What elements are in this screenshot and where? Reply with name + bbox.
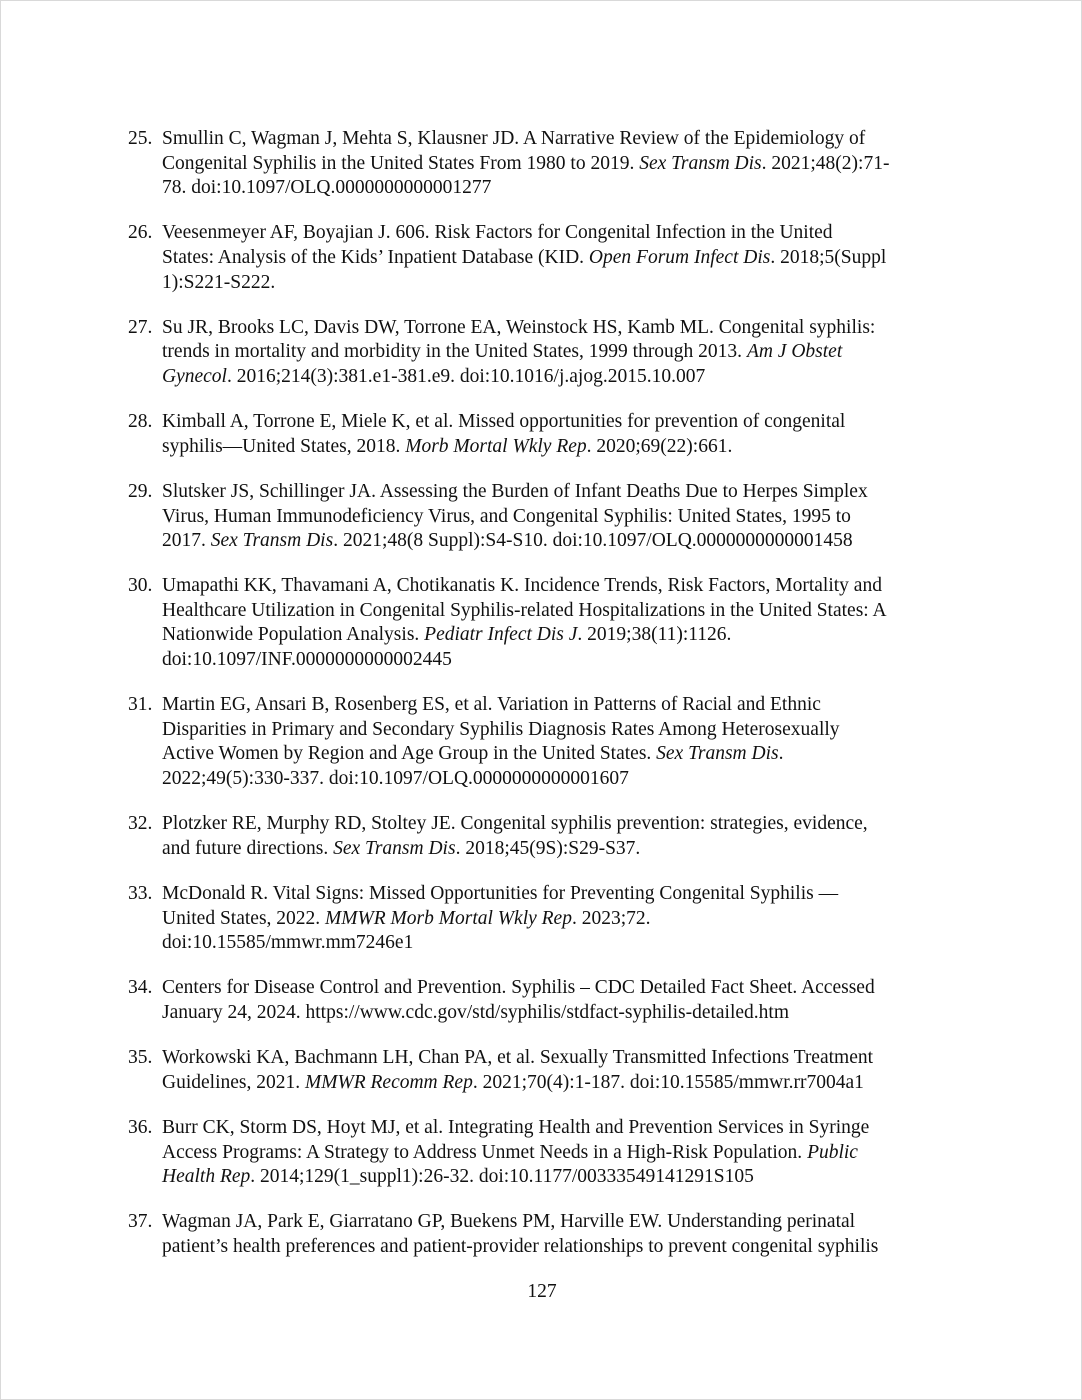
reference-text: Veesenmeyer AF, Boyajian J. 606. Risk Factors for Congenital Infection in the United — [162, 222, 833, 244]
reference-item — [121, 1210, 963, 1259]
reference-number: 31. — [128, 694, 153, 716]
reference-item — [121, 1046, 963, 1095]
reference-line — [162, 246, 963, 271]
reference-line — [162, 365, 963, 390]
journal-title: Gynecol — [162, 365, 227, 387]
reference-text: . 2018;5(Suppl — [770, 246, 887, 268]
journal-title: Sex Transm Dis — [656, 743, 779, 765]
reference-line — [162, 837, 963, 862]
reference-line — [162, 574, 963, 599]
reference-item — [121, 574, 963, 672]
reference-line — [162, 742, 963, 767]
reference-text: trends in mortality and morbidity in the United States, 1999 through 2013. — [162, 341, 747, 363]
reference-line — [162, 127, 963, 152]
reference-text: 78. doi:10.1097/OLQ.0000000000001277 — [162, 177, 492, 199]
reference-text: . 2021;48(8 Suppl):S4-S10. doi:10.1097/OLQ.0000000000001458 — [333, 530, 853, 552]
reference-text: Plotzker RE, Murphy RD, Stoltey JE. Congenital syphilis prevention: strategies, evidence, — [162, 813, 868, 835]
reference-text: . 2021;48(2):71- — [761, 152, 890, 174]
reference-text: . 2023;72. — [571, 907, 651, 929]
reference-line — [162, 1046, 963, 1071]
reference-line — [162, 718, 963, 743]
reference-text: doi:10.15585/mmwr.mm7246e1 — [162, 932, 414, 954]
reference-text: Healthcare Utilization in Congenital Syphilis-related Hospitalizations in the United States: A — [162, 599, 887, 621]
reference-text: . 2018;45(9S):S29-S37. — [455, 837, 641, 859]
reference-text: United States, 2022. — [162, 907, 326, 929]
reference-number: 27. — [128, 316, 153, 338]
reference-line — [162, 410, 963, 435]
reference-line — [162, 623, 963, 648]
reference-text: Su JR, Brooks LC, Davis DW, Torrone EA, Weinstock HS, Kamb ML. Congenital syphilis: — [162, 316, 876, 338]
reference-text: . 2021;70(4):1-187. doi:10.15585/mmwr.rr7004a1 — [472, 1071, 864, 1093]
reference-text: . 2014;129(1_suppl1):26-32. doi:10.1177/00333549141291S105 — [250, 1166, 754, 1188]
reference-text: Centers for Disease Control and Prevention. Syphilis – CDC Detailed Fact Sheet. Accessed — [162, 977, 875, 999]
reference-text: Smullin C, Wagman J, Mehta S, Klausner JD. A Narrative Review of the Epidemiology of — [162, 128, 866, 149]
reference-line — [162, 693, 963, 718]
reference-line — [162, 1071, 963, 1096]
reference-line — [162, 1001, 963, 1026]
reference-text: 2022;49(5):330-337. doi:10.1097/OLQ.0000000000001607 — [162, 768, 629, 790]
reference-text: patient’s health preferences and patient-provider relationships to prevent congenital syphilis — [162, 1235, 879, 1257]
reference-line — [162, 599, 963, 624]
reference-number: 32. — [128, 813, 153, 835]
reference-number: 35. — [128, 1047, 153, 1069]
reference-line — [162, 1165, 963, 1190]
reference-item — [121, 1116, 963, 1190]
reference-line — [162, 505, 963, 530]
reference-text: January 24, 2024. https://www.cdc.gov/std/syphilis/stdfact-syphilis-detailed.htm — [162, 1001, 789, 1023]
reference-text: Workowski KA, Bachmann LH, Chan PA, et al. Sexually Transmitted Infections Treatment — [162, 1047, 874, 1069]
reference-text: Slutsker JS, Schillinger JA. Assessing the Burden of Infant Deaths Due to Herpes Simplex — [162, 480, 868, 502]
reference-line — [162, 648, 963, 673]
reference-text: . 2020;69(22):661. — [586, 435, 733, 457]
reference-number: 34. — [128, 977, 153, 999]
reference-text: Umapathi KK, Thavamani A, Chotikanatis K. Incidence Trends, Risk Factors, Mortality and — [162, 575, 882, 597]
reference-list — [121, 127, 963, 1280]
reference-text: Disparities in Primary and Secondary Syphilis Diagnosis Rates Among Heterosexually — [162, 718, 840, 740]
reference-line — [162, 221, 963, 246]
journal-title: MMWR Recomm Rep — [304, 1071, 473, 1093]
reference-line — [162, 907, 963, 932]
reference-text: Martin EG, Ansari B, Rosenberg ES, et al. Variation in Patterns of Racial and Ethnic — [162, 694, 821, 716]
reference-line — [162, 340, 963, 365]
reference-item — [121, 693, 963, 791]
reference-line — [162, 767, 963, 792]
reference-number: 26. — [128, 222, 153, 244]
reference-line — [162, 529, 963, 554]
reference-text: doi:10.1097/INF.0000000000002445 — [162, 649, 452, 671]
reference-number: 33. — [128, 883, 153, 904]
reference-item — [121, 127, 963, 201]
reference-text: Wagman JA, Park E, Giarratano GP, Buekens PM, Harville EW. Understanding perinatal — [162, 1211, 856, 1233]
journal-title: Pediatr Infect Dis J — [424, 624, 578, 646]
reference-number: 28. — [128, 411, 153, 433]
journal-title: Health Rep — [162, 1166, 251, 1188]
reference-item — [121, 316, 963, 390]
reference-item — [121, 480, 963, 554]
journal-title: MMWR Morb Mortal Wkly Rep — [325, 907, 572, 929]
reference-number: 36. — [128, 1116, 153, 1138]
reference-number: 30. — [128, 575, 153, 597]
reference-number: 29. — [128, 480, 153, 502]
journal-title: Sex Transm Dis — [210, 530, 334, 552]
reference-item — [121, 221, 963, 295]
page-number: 127 — [527, 1281, 557, 1302]
reference-item — [121, 976, 963, 1025]
reference-text: and future directions. — [162, 837, 334, 859]
reference-line — [162, 152, 963, 177]
reference-text: Active Women by Region and Age Group in the United States. — [162, 743, 657, 765]
reference-line — [162, 976, 963, 1001]
reference-text: Burr CK, Storm DS, Hoyt MJ, et al. Integrating Health and Prevention Services in Syringe — [162, 1116, 870, 1138]
reference-line — [162, 435, 963, 460]
reference-text: Virus, Human Immunodeficiency Virus, and Congenital Syphilis: United States, 1995 to — [162, 505, 851, 527]
reference-text: States: Analysis of the Kids’ Inpatient Database (KID. — [162, 246, 589, 268]
reference-line — [162, 1235, 963, 1260]
journal-title: Sex Transm Dis — [639, 152, 762, 174]
journal-title: Public — [807, 1141, 858, 1163]
reference-line — [162, 176, 963, 201]
journal-title: Morb Mortal Wkly Rep — [405, 435, 587, 457]
journal-title: Sex Transm Dis — [333, 837, 456, 859]
reference-line — [162, 1210, 963, 1235]
reference-text: McDonald R. Vital Signs: Missed Opportunities for Preventing Congenital Syphilis — — [162, 883, 839, 904]
reference-text: 1):S221-S222. — [162, 271, 276, 293]
reference-text: Nationwide Population Analysis. — [162, 624, 425, 646]
reference-item — [121, 410, 963, 459]
reference-line — [162, 1116, 963, 1141]
reference-line — [162, 931, 963, 956]
reference-text: . 2019;38(11):1126. — [577, 624, 732, 646]
journal-title: Open Forum Infect Dis — [588, 246, 771, 268]
reference-text: Guidelines, 2021. — [162, 1071, 305, 1093]
reference-text: Access Programs: A Strategy to Address Unmet Needs in a High-Risk Population. — [162, 1141, 808, 1163]
journal-title: Am J Obstet — [746, 341, 843, 363]
reference-text: syphilis—United States, 2018. — [162, 435, 406, 457]
reference-line — [162, 812, 963, 837]
reference-text: . — [778, 743, 784, 765]
reference-line — [162, 480, 963, 505]
reference-number: 25. — [128, 128, 153, 149]
reference-text: 2017. — [162, 530, 211, 552]
reference-item — [121, 882, 963, 956]
reference-line — [162, 1141, 963, 1166]
reference-item — [121, 812, 963, 861]
reference-number: 37. — [128, 1211, 153, 1233]
reference-text: Kimball A, Torrone E, Miele K, et al. Missed opportunities for prevention of congenital — [162, 411, 846, 433]
reference-line — [162, 882, 963, 907]
reference-text: . 2016;214(3):381.e1-381.e9. doi:10.1016/j.ajog.2015.10.007 — [226, 365, 706, 387]
reference-line — [162, 271, 963, 296]
reference-line — [162, 316, 963, 341]
reference-text: Congenital Syphilis in the United States From 1980 to 2019. — [162, 152, 640, 174]
